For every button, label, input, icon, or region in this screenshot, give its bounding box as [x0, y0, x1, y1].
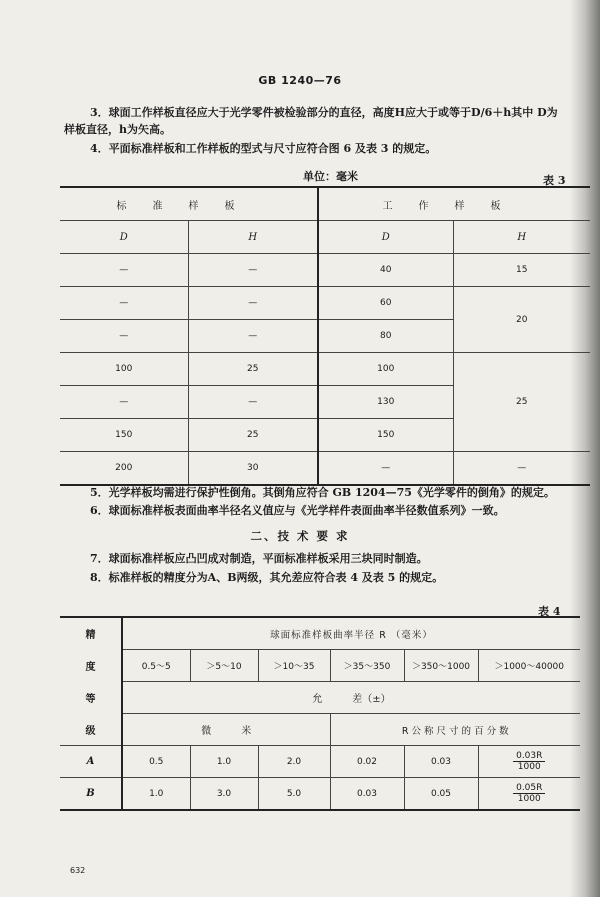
- table4-cell: 1.0: [190, 746, 258, 778]
- table-3: [60, 186, 590, 486]
- fraction-denominator: 1000: [517, 794, 541, 804]
- table4-cell: 3.0: [190, 778, 258, 811]
- table3-col-working-D: D: [318, 221, 453, 254]
- table-row: [60, 452, 590, 486]
- table-row: [60, 353, 590, 386]
- table4-label: 表 4: [538, 605, 561, 618]
- table3-header-standard: 标准样板: [60, 187, 318, 221]
- table4-tolerance-header: 允 差（±）: [122, 682, 580, 714]
- fraction-numerator: 0.05R: [513, 783, 545, 794]
- table4-stub-char: 度: [60, 650, 122, 682]
- table4-range: ＞350～1000: [404, 650, 478, 682]
- table3-col-standard-H: H: [188, 221, 318, 254]
- table3-cell: 100: [60, 353, 188, 386]
- table3-cell: 25: [188, 353, 318, 386]
- table4-stub-char: 等: [60, 682, 122, 714]
- table4-fraction-cell: [478, 746, 580, 778]
- table3-cell: —: [188, 386, 318, 419]
- table3-label: 表 3: [543, 174, 566, 187]
- table4-range: 0.5～5: [122, 650, 190, 682]
- paragraph-8: 8．标准样板的精度分为A、B两级，其允差应符合表 4 及表 5 的规定。: [90, 571, 444, 584]
- table3-cell: 60: [318, 287, 453, 320]
- table3-col-standard-D: D: [60, 221, 188, 254]
- table3-cell: —: [318, 452, 453, 486]
- table3-cell: —: [60, 320, 188, 353]
- table3-cell: 100: [318, 353, 453, 386]
- table3-unit: 单位：毫米: [303, 170, 358, 183]
- table4-grade: A: [60, 746, 122, 778]
- fraction: [513, 783, 545, 804]
- table3-cell: —: [60, 386, 188, 419]
- table4-cell: 2.0: [258, 746, 330, 778]
- table3-cell: —: [60, 287, 188, 320]
- table4-range: ＞5～10: [190, 650, 258, 682]
- table3-cell: 25: [453, 353, 590, 452]
- paragraph-3-line-1: 3．球面工作样板直径应大于光学零件被检验部分的直径，高度H应大于或等于D/6＋h其中 D为: [90, 106, 558, 119]
- table4-cell: 0.03: [404, 746, 478, 778]
- page-header: GB 1240—76: [258, 74, 342, 87]
- paragraph-7: 7．球面标准样板应凸凹成对制造，平面标准样板采用三块同时制造。: [90, 552, 428, 565]
- table3-cell: 80: [318, 320, 453, 353]
- page-number: 632: [70, 866, 86, 875]
- table3-cell: —: [188, 287, 318, 320]
- table3-cell: 150: [60, 419, 188, 452]
- paragraph-3-line-2: 样板直径，h为矢高。: [64, 123, 171, 136]
- table3-cell: —: [188, 320, 318, 353]
- table4-micron-header: 微 米: [122, 714, 330, 746]
- table4-fraction-cell: [478, 778, 580, 811]
- table3-cell: 130: [318, 386, 453, 419]
- table4-cell: 0.03: [330, 778, 404, 811]
- table3-cell: 25: [188, 419, 318, 452]
- table4-percent-header: R 公 称 尺 寸 的 百 分 数: [330, 714, 580, 746]
- table4-range: ＞10～35: [258, 650, 330, 682]
- table4-stub-char: 精: [60, 617, 122, 650]
- table-4: [60, 616, 580, 811]
- section-heading: 二、技 术 要 求: [250, 529, 350, 543]
- fraction-numerator: 0.03R: [513, 751, 545, 762]
- table4-cell: 0.05: [404, 778, 478, 811]
- table3-cell: 15: [453, 254, 590, 287]
- table4-radius-header: 球面标准样板曲率半径 R （毫米）: [122, 617, 580, 650]
- table4-range: ＞35～350: [330, 650, 404, 682]
- table3-cell: 30: [188, 452, 318, 486]
- table3-cell: 40: [318, 254, 453, 287]
- fraction: [513, 751, 545, 772]
- table-row: [60, 287, 590, 320]
- table3-cell: —: [453, 452, 590, 486]
- table-row: [60, 746, 580, 778]
- table4-range: ＞1000～40000: [478, 650, 580, 682]
- table4-cell: 0.02: [330, 746, 404, 778]
- fraction-denominator: 1000: [517, 762, 541, 772]
- paragraph-5: 5．光学样板均需进行保护性倒角。其倒角应符合 GB 1204—75《光学零件的倒角》的规定。: [90, 486, 555, 499]
- table3-cell: —: [60, 254, 188, 287]
- paragraph-4: 4．平面标准样板和工作样板的型式与尺寸应符合图 6 及表 3 的规定。: [90, 142, 437, 155]
- table3-cell: 200: [60, 452, 188, 486]
- table-row: [60, 254, 590, 287]
- paragraph-6: 6．球面标准样板表面曲率半径名义值应与《光学样件表面曲率半径数值系列》一致。: [90, 504, 505, 517]
- table3-header-working: 工作样板: [318, 187, 590, 221]
- table4-cell: 1.0: [122, 778, 190, 811]
- table4-cell: 0.5: [122, 746, 190, 778]
- table-row: [60, 778, 580, 811]
- table3-cell: —: [188, 254, 318, 287]
- table3-cell: 20: [453, 287, 590, 353]
- table4-grade: B: [60, 778, 122, 811]
- table4-stub-char: 级: [60, 714, 122, 746]
- table3-col-working-H: H: [453, 221, 590, 254]
- table4-cell: 5.0: [258, 778, 330, 811]
- table3-cell: 150: [318, 419, 453, 452]
